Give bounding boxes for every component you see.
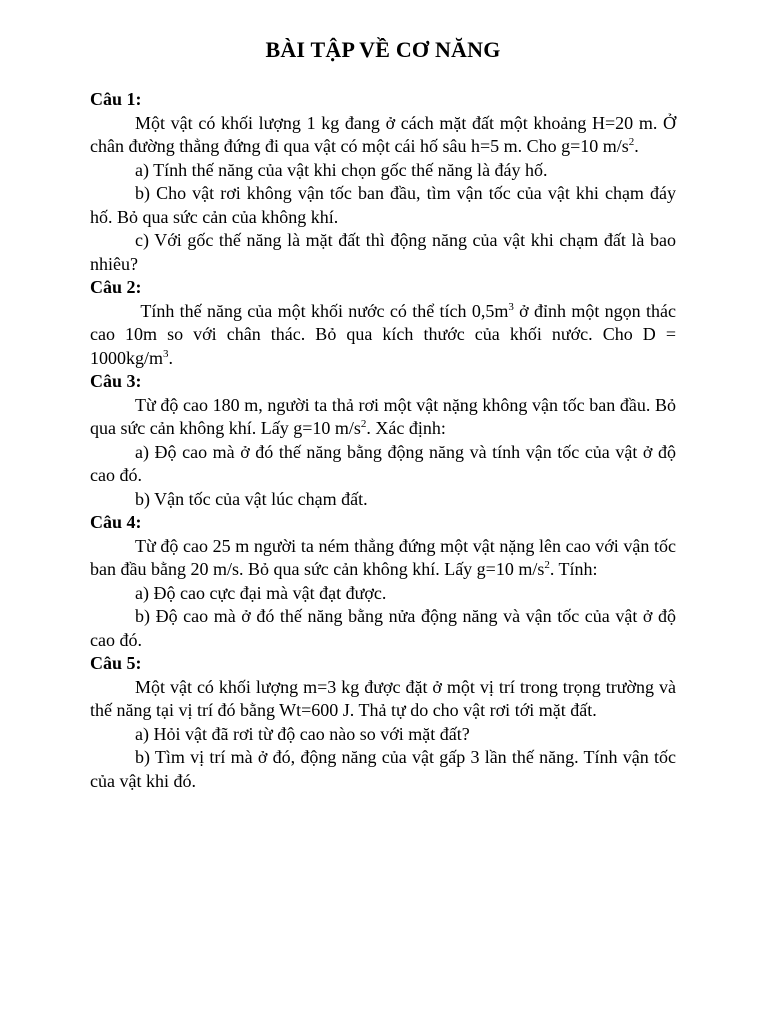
- document-page: [90, 36, 681, 793]
- punctuation: .: [634, 136, 639, 156]
- question-1-part-c: c) Với gốc thế năng là mặt đất thì động năng của vật khi chạm đất là bao nhiêu?: [90, 230, 676, 274]
- superscript: 2: [628, 136, 635, 148]
- question-5-part-a: a) Hỏi vật đã rơi từ độ cao nào so với mặt đất?: [135, 723, 470, 744]
- superscript: 2: [360, 418, 367, 430]
- superscript: 3: [163, 347, 169, 360]
- question-1-part-a: a) Tính thế năng của vật khi chọn gốc thế năng là đáy hố.: [135, 159, 548, 180]
- superscript: 3: [508, 300, 514, 313]
- question-3-statement: [90, 394, 676, 441]
- question-2-statement: [90, 300, 681, 371]
- question-2: [90, 276, 681, 370]
- question-3-statement-text: Từ độ cao 180 m, người ta thả rơi một vật nặng không vận tốc ban đầu. Bỏ qua sức cản không khí. Lấy g=10 m/s: [90, 394, 676, 438]
- question-4-statement-end: . Tính:: [549, 559, 598, 579]
- punctuation: .: [168, 347, 174, 368]
- question-5: [90, 652, 676, 793]
- question-3: [90, 370, 676, 511]
- question-4-statement-text: Từ độ cao 25 m người ta ném thẳng đứng một vật nặng lên cao với vận tốc ban đầu bằng 20 m/s. Bỏ qua sức cản không khí. Lấy g=10 m/s: [90, 535, 676, 579]
- question-1-statement: [90, 112, 676, 159]
- question-2-heading: Câu 2:: [90, 277, 142, 297]
- document-title: BÀI TẬP VỀ CƠ NĂNG: [265, 37, 501, 62]
- question-5-heading: Câu 5:: [90, 653, 142, 673]
- question-4-heading: Câu 4:: [90, 512, 142, 532]
- question-5-part-b: b) Tìm vị trí mà ở đó, động năng của vật gấp 3 lần thế năng. Tính vận tốc của vật khi đó.: [90, 747, 676, 791]
- question-1-statement-text: Một vật có khối lượng 1 kg đang ở cách mặt đất một khoảng H=20 m. Ở chân đường thẳng đứng đi qua vật có một cái hố sâu h=5 m. Cho g=10 m/s: [90, 112, 676, 156]
- question-4: [90, 511, 676, 652]
- question-1-part-b: b) Cho vật rơi không vận tốc ban đầu, tìm vận tốc của vật khi chạm đáy hố. Bỏ qua sức cản của không khí.: [90, 183, 676, 227]
- question-1-heading: Câu 1:: [90, 89, 142, 109]
- question-3-part-b: b) Vận tốc của vật lúc chạm đất.: [135, 488, 368, 509]
- question-2-statement-text-cont: ở đỉnh một ngọn thác cao 10m so với chân thác. Bỏ qua kích thước của khối nước. Cho D = 1000kg/m: [90, 300, 681, 368]
- question-3-statement-end: . Xác định:: [366, 418, 446, 438]
- superscript: 2: [544, 559, 550, 571]
- question-4-part-b: b) Độ cao mà ở đó thế năng bằng nửa động năng và vận tốc của vật ở độ cao đó.: [90, 606, 676, 650]
- question-5-statement: Một vật có khối lượng m=3 kg được đặt ở một vị trí trong trọng trường và thế năng tại vị trí đó bằng Wt=600 J. Thả tự do cho vật rơi tới mặt đất.: [90, 676, 676, 720]
- question-3-part-a: a) Độ cao mà ở đó thế năng bằng động năng và tính vận tốc của vật ở độ cao đó.: [90, 441, 676, 485]
- question-4-part-a: a) Độ cao cực đại mà vật đạt được.: [135, 582, 387, 603]
- question-1: [90, 88, 676, 276]
- question-2-statement-text: Tính thế năng của một khối nước có thể tích 0,5m: [135, 300, 509, 321]
- question-3-heading: Câu 3:: [90, 371, 142, 391]
- question-4-statement: [90, 535, 676, 582]
